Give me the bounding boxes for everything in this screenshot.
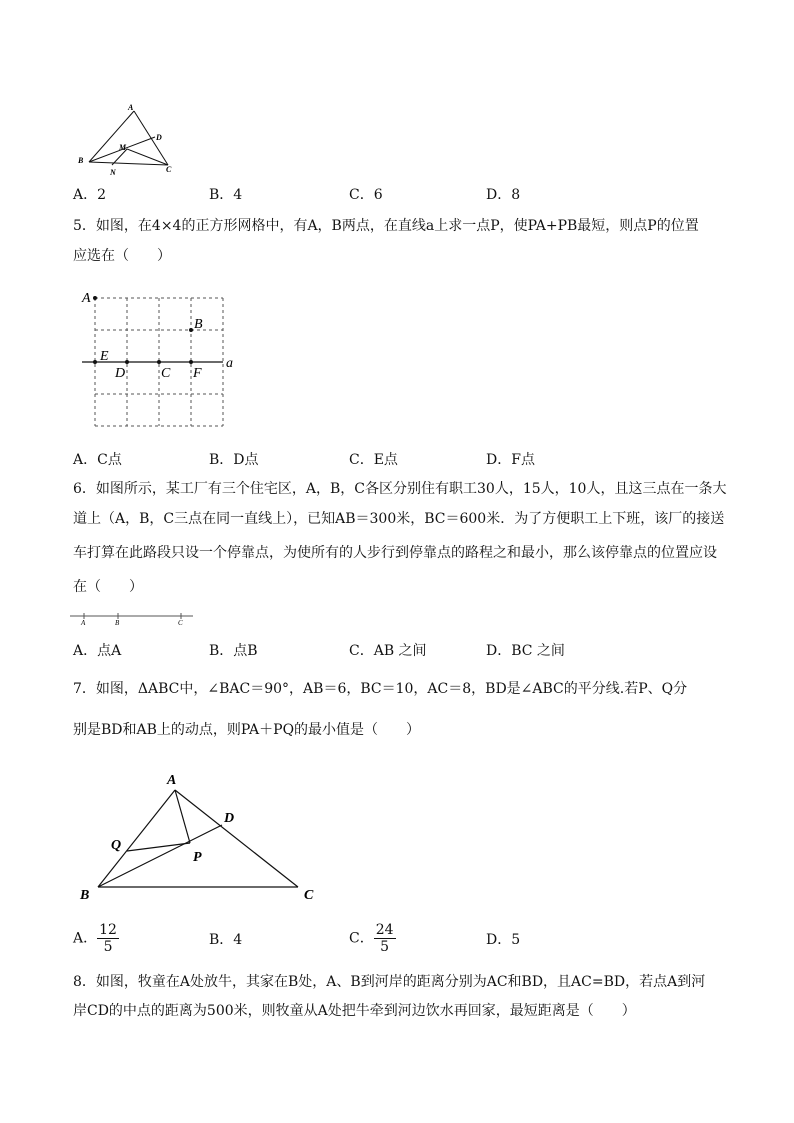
q7-option-c-fraction — [374, 922, 396, 955]
q8-text-line1: 8．如图，牧童在A处放牛，其家在B处，A、B到河岸的距离分别为AC和BD，且AC=BD，若点A到河 — [73, 974, 706, 990]
q6-option-c: C．AB 之间 — [349, 643, 427, 659]
q6-text-line2: 道上（A，B，C三点在同一直线上），已知AB＝300米，BC＝600米．为了方便职工上下班，该厂的接送 — [73, 511, 725, 527]
q6-option-d: D．BC 之间 — [486, 643, 565, 659]
numerator: 24 — [375, 922, 394, 938]
q5-label-f: F — [193, 366, 202, 381]
q7-text-line1: 7．如图，ΔABC中，∠BAC＝90°，AB＝6，BC＝10，AC＝8，BD是∠ABC的平分线.若P、Q分 — [73, 681, 688, 697]
q4-label-m: M — [119, 143, 127, 152]
q5-option-c: C．E点 — [349, 452, 398, 468]
q7-option-d: D．5 — [486, 932, 521, 948]
q5-label-d: D — [115, 366, 126, 381]
q4-label-c: C — [166, 165, 172, 174]
q6-text-line1: 6．如图所示，某工厂有三个住宅区，A，B，C各区分别住有职工30人，15人，10人，且这三点在一条大 — [73, 481, 727, 497]
q4-option-b: B．4 — [209, 187, 243, 203]
q7-label-c: C — [304, 888, 314, 903]
q5-label-b: B — [194, 317, 203, 332]
q5-label-a: A — [82, 291, 91, 306]
q6-label-b: B — [115, 619, 120, 627]
q7-option-c-label: C． — [349, 930, 374, 947]
numerator: 12 — [99, 922, 117, 938]
q7-label-p: P — [193, 850, 202, 865]
q7-option-a — [73, 922, 119, 955]
q7-text-line2: 别是BD和AB上的动点，则PA＋PQ的最小值是（ ） — [73, 722, 421, 738]
q7-option-b: B．4 — [209, 932, 243, 948]
q7-option-c — [349, 922, 396, 955]
q7-option-a-label: A． — [73, 930, 98, 947]
q7-label-a: A — [167, 773, 177, 788]
q4-label-d: D — [156, 133, 162, 142]
q4-label-a: A — [128, 103, 134, 112]
q4-label-b: B — [78, 156, 84, 165]
q7-option-a-fraction — [97, 922, 119, 955]
q5-option-d: D．F点 — [486, 452, 535, 468]
q7-label-q: Q — [111, 838, 122, 853]
denominator: 5 — [380, 939, 390, 955]
q6-label-a: A — [81, 619, 86, 627]
denominator: 5 — [103, 939, 113, 955]
q8-text-line2: 岸CD的中点的距离为500米，则牧童从A处把牛牵到河边饮水再回家，最短距离是（ ） — [73, 1003, 636, 1019]
q7-label-b: B — [80, 888, 90, 903]
q6-label-c: C — [178, 619, 183, 627]
q4-option-a: A．2 — [73, 187, 107, 203]
q7-label-d: D — [224, 811, 235, 826]
q5-text-line2: 应选在（ ） — [73, 248, 171, 264]
q6-option-b: B．点B — [209, 643, 258, 659]
q4-option-d: D．8 — [486, 187, 521, 203]
q6-text-line3: 车打算在此路段只设一个停靠点，为使所有的人步行到停靠点的路程之和最小，那么该停靠点的位置应设 — [73, 545, 717, 561]
q5-option-a: A．C点 — [73, 452, 122, 468]
q5-text-line1: 5．如图，在4×4的正方形网格中，有A，B两点，在直线a上求一点P，使PA+PB最短，则点P的位置 — [73, 218, 699, 234]
q5-label-line-a: a — [226, 356, 233, 371]
q5-label-c: C — [161, 366, 171, 381]
q4-label-n: N — [110, 168, 116, 177]
q5-label-e: E — [100, 349, 109, 364]
q5-option-b: B．D点 — [209, 452, 259, 468]
q6-text-line4: 在（ ） — [73, 579, 143, 595]
q6-option-a: A．点A — [73, 643, 122, 659]
q4-option-c: C．6 — [349, 187, 383, 203]
